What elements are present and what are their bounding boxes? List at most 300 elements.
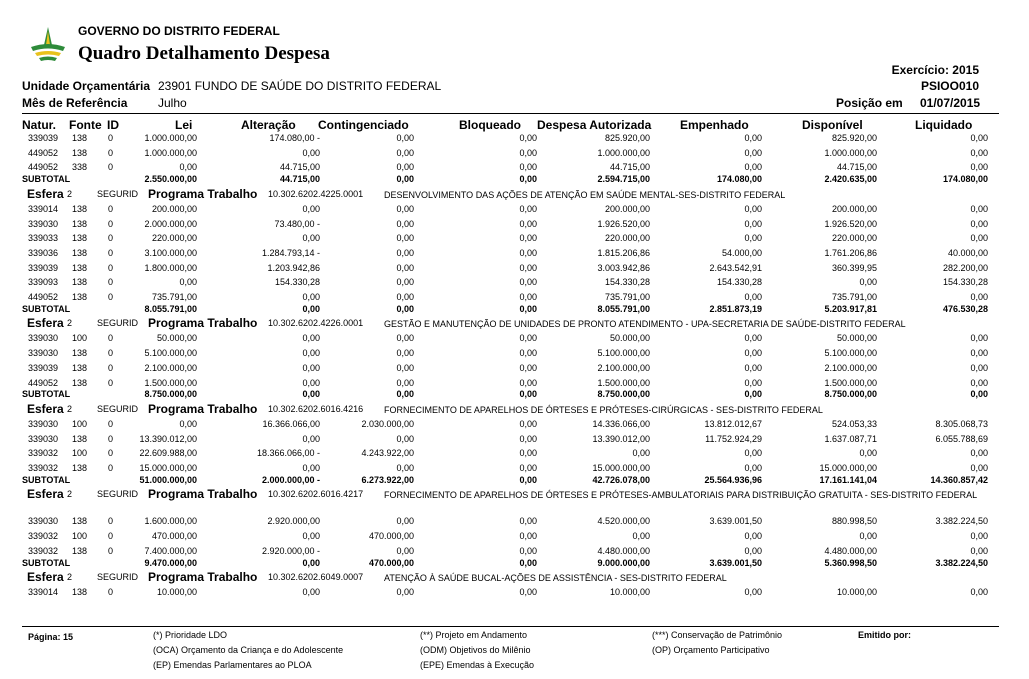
cell-natur: 339032 xyxy=(28,545,59,556)
cell-liquidado: 0,00 xyxy=(970,233,988,244)
cell-fonte: 138 xyxy=(72,147,88,158)
cell-fonte: 138 xyxy=(72,262,88,273)
col-disponivel: Disponível xyxy=(802,118,863,132)
cell-contingenciado: 0,00 xyxy=(396,277,414,288)
cell-liquidado: 8.305.068,73 xyxy=(935,418,988,429)
cell-liquidado: 0,00 xyxy=(970,147,988,158)
cell-liquidado: 174.080,00 xyxy=(942,174,988,185)
table-row xyxy=(0,263,1029,277)
cell-liquidado: 0,00 xyxy=(970,463,988,473)
cell-lei: 0,00 xyxy=(179,277,197,288)
cell-lei: 200.000,00 xyxy=(151,203,197,214)
cell-bloqueado: 0,00 xyxy=(519,218,537,229)
cell-lei: 0,00 xyxy=(179,162,197,173)
cell-alteracao: 2.920.000,00 - xyxy=(261,545,320,556)
cell-disponivel: 4.480.000,00 xyxy=(824,545,877,556)
cell-lei: 15.000.000,00 xyxy=(139,463,197,473)
col-liquidado: Liquidado xyxy=(915,118,973,132)
cell-despesa: 9.000.000,00 xyxy=(597,557,650,568)
cell-lei: 13.390.012,00 xyxy=(139,433,197,444)
cell-despesa: 0,00 xyxy=(632,448,650,459)
cell-despesa: 3.003.942,86 xyxy=(597,262,650,273)
cell-alteracao: 0,00 xyxy=(302,531,320,542)
cell-despesa: 15.000.000,00 xyxy=(592,463,650,473)
cell-empenhado: 0,00 xyxy=(744,362,762,373)
cell-lei: 7.400.000,00 xyxy=(144,545,197,556)
table-row xyxy=(0,133,1029,147)
cell-fonte: 138 xyxy=(72,433,88,444)
cell-liquidado: 0,00 xyxy=(970,448,988,459)
cell-fonte: 138 xyxy=(72,218,88,229)
table-row xyxy=(0,233,1029,247)
table-row xyxy=(0,531,1029,545)
cell-empenhado: 0,00 xyxy=(744,147,762,158)
table-row xyxy=(0,277,1029,291)
cell-contingenciado: 0,00 xyxy=(396,247,414,258)
cell-fonte: 138 xyxy=(72,362,88,373)
posicao-value: 01/07/2015 xyxy=(920,96,981,110)
cell-liquidado: 0,00 xyxy=(970,377,988,388)
cell-id: 0 xyxy=(108,531,114,542)
cell-lei: 9.470.000,00 xyxy=(144,557,197,568)
cell-empenhado: 2.851.873,19 xyxy=(709,303,762,314)
cell-natur: 339036 xyxy=(28,247,59,258)
cell-id: 0 xyxy=(108,516,114,527)
cell-alteracao: 1.284.793,14 - xyxy=(261,247,320,258)
report-title: Quadro Detalhamento Despesa xyxy=(78,43,330,64)
cell-contingenciado: 0,00 xyxy=(396,292,414,302)
legend-item: (OP) Orçamento Participativo xyxy=(652,645,770,655)
programa-code: 10.302.6202.4226.0001 xyxy=(268,318,364,329)
cell-disponivel: 1.637.087,71 xyxy=(824,433,877,444)
cell-contingenciado: 0,00 xyxy=(396,463,414,473)
cell-id: 0 xyxy=(108,362,114,373)
cell-alteracao: 0,00 xyxy=(302,348,320,359)
table-row xyxy=(0,434,1029,448)
cell-alteracao: 174.080,00 - xyxy=(269,133,320,143)
cell-disponivel: 44.715,00 xyxy=(836,162,877,173)
cell-liquidado: 0,00 xyxy=(970,162,988,173)
cell-contingenciado: 0,00 xyxy=(396,587,414,598)
cell-contingenciado: 0,00 xyxy=(396,162,414,173)
cell-lei: 50.000,00 xyxy=(156,333,197,344)
cell-liquidado: 0,00 xyxy=(970,348,988,359)
cell-despesa: 735.791,00 xyxy=(604,292,650,302)
cell-liquidado: 40.000,00 xyxy=(947,247,988,258)
cell-bloqueado: 0,00 xyxy=(519,203,537,214)
cell-natur: SUBTOTAL xyxy=(22,474,71,485)
cell-natur: 339033 xyxy=(28,233,59,244)
cell-fonte: 138 xyxy=(72,292,88,302)
cell-fonte: 138 xyxy=(72,377,88,388)
cell-id: 0 xyxy=(108,377,114,388)
cell-natur: SUBTOTAL xyxy=(22,174,71,185)
esfera-number: 2 xyxy=(67,318,73,329)
cell-empenhado: 0,00 xyxy=(744,203,762,214)
table-row xyxy=(0,516,1029,530)
cell-despesa: 50.000,00 xyxy=(609,333,650,344)
cell-liquidado: 6.055.788,69 xyxy=(935,433,988,444)
cell-alteracao: 0,00 xyxy=(302,587,320,598)
cell-despesa: 42.726.078,00 xyxy=(592,474,650,485)
cell-empenhado: 0,00 xyxy=(744,292,762,302)
esfera-number: 2 xyxy=(67,572,73,583)
legend-item: (***) Conservação de Patrimônio xyxy=(652,630,783,640)
cell-id: 0 xyxy=(108,218,114,229)
esfera-label: Esfera xyxy=(27,401,64,416)
legend-item: (**) Projeto em Andamento xyxy=(420,630,528,640)
cell-despesa: 1.815.206,86 xyxy=(597,247,650,258)
cell-liquidado: 0,00 xyxy=(970,218,988,229)
cell-disponivel: 15.000.000,00 xyxy=(819,463,877,473)
cell-liquidado: 476.530,28 xyxy=(942,303,988,314)
cell-id: 0 xyxy=(108,333,114,344)
cell-id: 0 xyxy=(108,162,114,173)
cell-natur: 339032 xyxy=(28,463,59,473)
cell-natur: 339030 xyxy=(28,218,59,229)
programa-description: DESENVOLVIMENTO DAS AÇÕES DE ATENÇÃO EM SAÚDE MENTAL-SES-DISTRITO FEDERAL xyxy=(384,189,786,200)
cell-natur: 339014 xyxy=(28,587,59,598)
cell-contingenciado: 0,00 xyxy=(396,389,414,400)
cell-bloqueado: 0,00 xyxy=(519,448,537,459)
cell-bloqueado: 0,00 xyxy=(519,389,537,400)
cell-contingenciado: 0,00 xyxy=(396,133,414,143)
cell-alteracao: 0,00 xyxy=(302,333,320,344)
cell-despesa: 10.000,00 xyxy=(609,587,650,598)
unidade-value: 23901 FUNDO DE SAÚDE DO DISTRITO FEDERAL xyxy=(158,79,442,93)
report-code: PSIOO010 xyxy=(920,79,979,93)
cell-disponivel: 5.203.917,81 xyxy=(824,303,877,314)
cell-bloqueado: 0,00 xyxy=(519,162,537,173)
cell-alteracao: 0,00 xyxy=(302,377,320,388)
cell-fonte: 138 xyxy=(72,463,88,473)
page-number: Página: 15 xyxy=(28,632,74,642)
cell-liquidado: 0,00 xyxy=(970,203,988,214)
cell-bloqueado: 0,00 xyxy=(519,174,537,185)
cell-despesa: 8.055.791,00 xyxy=(597,303,650,314)
table-row xyxy=(0,148,1029,162)
cell-contingenciado: 0,00 xyxy=(396,262,414,273)
cell-despesa: 1.500.000,00 xyxy=(597,377,650,388)
cell-alteracao: 2.000.000,00 - xyxy=(261,474,320,485)
cell-empenhado: 0,00 xyxy=(744,162,762,173)
cell-bloqueado: 0,00 xyxy=(519,474,537,485)
cell-disponivel: 360.399,95 xyxy=(831,262,877,273)
emitido-label: Emitido por: xyxy=(858,630,911,640)
cell-contingenciado: 0,00 xyxy=(396,348,414,359)
cell-fonte: 100 xyxy=(72,418,88,429)
cell-alteracao: 0,00 xyxy=(302,389,320,400)
cell-natur: SUBTOTAL xyxy=(22,389,71,400)
cell-disponivel: 0,00 xyxy=(859,448,877,459)
programa-label: Programa Trabalho xyxy=(148,186,258,201)
table-row xyxy=(0,348,1029,362)
cell-fonte: 138 xyxy=(72,233,88,244)
cell-disponivel: 5.100.000,00 xyxy=(824,348,877,359)
cell-natur: 339014 xyxy=(28,203,59,214)
cell-despesa: 13.390.012,00 xyxy=(592,433,650,444)
table-row xyxy=(0,587,1029,601)
cell-natur: 339039 xyxy=(28,362,59,373)
cell-lei: 2.000.000,00 xyxy=(144,218,197,229)
table-row xyxy=(0,219,1029,233)
programa-label: Programa Trabalho xyxy=(148,401,258,416)
cell-alteracao: 18.366.066,00 - xyxy=(256,448,320,459)
cell-disponivel: 50.000,00 xyxy=(836,333,877,344)
programa-label: Programa Trabalho xyxy=(148,316,258,331)
table-row xyxy=(0,333,1029,347)
cell-lei: 3.100.000,00 xyxy=(144,247,197,258)
cell-disponivel: 8.750.000,00 xyxy=(824,389,877,400)
cell-fonte: 138 xyxy=(72,247,88,258)
legend-item: (OCA) Orçamento da Criança e do Adolescente xyxy=(153,645,344,655)
unidade-label: Unidade Orçamentária xyxy=(22,79,151,93)
esfera-segment: SEGURID xyxy=(97,188,139,199)
esfera-segment: SEGURID xyxy=(97,572,139,583)
cell-contingenciado: 2.030.000,00 xyxy=(361,418,414,429)
cell-lei: 1.500.000,00 xyxy=(144,377,197,388)
col-id: ID xyxy=(107,118,119,132)
cell-fonte: 138 xyxy=(72,545,88,556)
cell-id: 0 xyxy=(108,262,114,273)
cell-lei: 220.000,00 xyxy=(151,233,197,244)
cell-disponivel: 10.000,00 xyxy=(836,587,877,598)
cell-empenhado: 13.812.012,67 xyxy=(704,418,762,429)
legend-item: (EPE) Emendas à Execução xyxy=(420,660,535,670)
cell-natur: 339032 xyxy=(28,448,59,459)
cell-alteracao: 0,00 xyxy=(302,203,320,214)
cell-bloqueado: 0,00 xyxy=(519,516,537,527)
col-lei: Lei xyxy=(175,118,193,132)
table-row xyxy=(0,248,1029,262)
mes-value: Julho xyxy=(158,96,187,110)
programa-description: GESTÃO E MANUTENÇÃO DE UNIDADES DE PRONTO ATENDIMENTO - UPA-SECRETARIA DE SAÚDE-DISTRITO FEDERAL xyxy=(384,319,906,330)
cell-alteracao: 0,00 xyxy=(302,433,320,444)
cell-contingenciado: 0,00 xyxy=(396,362,414,373)
cell-contingenciado: 0,00 xyxy=(396,377,414,388)
mes-label: Mês de Referência xyxy=(22,96,128,110)
cell-fonte: 138 xyxy=(72,348,88,359)
cell-disponivel: 0,00 xyxy=(859,277,877,288)
cell-disponivel: 5.360.998,50 xyxy=(824,557,877,568)
cell-alteracao: 16.366.066,00 xyxy=(262,418,320,429)
cell-contingenciado: 470.000,00 xyxy=(368,531,414,542)
cell-disponivel: 2.100.000,00 xyxy=(824,362,877,373)
cell-natur: 339039 xyxy=(28,133,59,143)
cell-fonte: 100 xyxy=(72,531,88,542)
cell-alteracao: 0,00 xyxy=(302,557,320,568)
cell-alteracao: 0,00 xyxy=(302,463,320,473)
cell-natur: 449052 xyxy=(28,292,59,302)
cell-id: 0 xyxy=(108,233,114,244)
cell-empenhado: 25.564.936,96 xyxy=(704,474,762,485)
esfera-segment: SEGURID xyxy=(97,318,139,329)
cell-empenhado: 0,00 xyxy=(744,333,762,344)
cell-despesa: 2.100.000,00 xyxy=(597,362,650,373)
cell-lei: 10.000,00 xyxy=(156,587,197,598)
cell-id: 0 xyxy=(108,463,114,473)
cell-empenhado: 0,00 xyxy=(744,448,762,459)
esfera-number: 2 xyxy=(67,403,73,414)
cell-lei: 1.000.000,00 xyxy=(144,133,197,143)
cell-contingenciado: 0,00 xyxy=(396,174,414,185)
cell-disponivel: 0,00 xyxy=(859,531,877,542)
cell-bloqueado: 0,00 xyxy=(519,377,537,388)
cell-bloqueado: 0,00 xyxy=(519,418,537,429)
cell-contingenciado: 0,00 xyxy=(396,333,414,344)
esfera-label: Esfera xyxy=(27,487,64,502)
cell-fonte: 138 xyxy=(72,587,88,598)
cell-bloqueado: 0,00 xyxy=(519,463,537,473)
cell-empenhado: 0,00 xyxy=(744,377,762,388)
cell-empenhado: 154.330,28 xyxy=(716,277,762,288)
col-contingenciado: Contingenciado xyxy=(318,118,409,132)
cell-bloqueado: 0,00 xyxy=(519,233,537,244)
table-row xyxy=(0,448,1029,462)
cell-alteracao: 0,00 xyxy=(302,303,320,314)
cell-despesa: 8.750.000,00 xyxy=(597,389,650,400)
programa-code: 10.302.6202.4225.0001 xyxy=(268,188,364,199)
cell-despesa: 14.336.066,00 xyxy=(592,418,650,429)
cell-despesa: 1.926.520,00 xyxy=(597,218,650,229)
cell-disponivel: 220.000,00 xyxy=(831,233,877,244)
cell-natur: 339039 xyxy=(28,262,59,273)
esfera-segment: SEGURID xyxy=(97,403,139,414)
cell-despesa: 154.330,28 xyxy=(604,277,650,288)
cell-lei: 5.100.000,00 xyxy=(144,348,197,359)
cell-id: 0 xyxy=(108,348,114,359)
cell-fonte: 338 xyxy=(72,162,88,173)
cell-empenhado: 0,00 xyxy=(744,545,762,556)
legend-item: (EP) Emendas Parlamentares ao PLOA xyxy=(153,660,312,670)
programa-description: FORNECIMENTO DE APARELHOS DE ÓRTESES E PRÓTESES-AMBULATORIAIS PARA DISTRIBUIÇÃO GRATUITA - SES-DISTRITO FEDERAL xyxy=(384,490,978,501)
cell-id: 0 xyxy=(108,277,114,288)
cell-alteracao: 44.715,00 xyxy=(279,174,320,185)
cell-natur: 449052 xyxy=(28,162,59,173)
esfera-number: 2 xyxy=(67,188,73,199)
col-despesa: Despesa Autorizada xyxy=(537,118,652,132)
cell-despesa: 200.000,00 xyxy=(604,203,650,214)
cell-liquidado: 3.382.224,50 xyxy=(935,516,988,527)
cell-disponivel: 735.791,00 xyxy=(831,292,877,302)
cell-liquidado: 282.200,00 xyxy=(942,262,988,273)
cell-bloqueado: 0,00 xyxy=(519,557,537,568)
cell-empenhado: 54.000,00 xyxy=(721,247,762,258)
cell-despesa: 44.715,00 xyxy=(609,162,650,173)
esfera-number: 2 xyxy=(67,489,73,500)
cell-fonte: 100 xyxy=(72,448,88,459)
cell-contingenciado: 0,00 xyxy=(396,303,414,314)
programa-description: FORNECIMENTO DE APARELHOS DE ÓRTESES E PRÓTESES-CIRÚRGICAS - SES-DISTRITO FEDERAL xyxy=(384,404,823,415)
cell-bloqueado: 0,00 xyxy=(519,545,537,556)
cell-id: 0 xyxy=(108,418,114,429)
cell-contingenciado: 0,00 xyxy=(396,545,414,556)
cell-liquidado: 0,00 xyxy=(970,133,988,143)
cell-bloqueado: 0,00 xyxy=(519,262,537,273)
cell-despesa: 825.920,00 xyxy=(604,133,650,143)
cell-alteracao: 1.203.942,86 xyxy=(267,262,320,273)
cell-bloqueado: 0,00 xyxy=(519,133,537,143)
cell-natur: 449052 xyxy=(28,377,59,388)
cell-id: 0 xyxy=(108,433,114,444)
esfera-label: Esfera xyxy=(27,316,64,331)
cell-fonte: 100 xyxy=(72,333,88,344)
cell-liquidado: 154.330,28 xyxy=(942,277,988,288)
cell-liquidado: 0,00 xyxy=(970,333,988,344)
col-alteracao: Alteração xyxy=(241,118,296,132)
cell-contingenciado: 0,00 xyxy=(396,203,414,214)
cell-empenhado: 0,00 xyxy=(744,233,762,244)
table-row xyxy=(0,204,1029,218)
cell-empenhado: 11.752.924,29 xyxy=(705,433,762,444)
legend-item: (*) Prioridade LDO xyxy=(153,630,228,640)
cell-liquidado: 14.360.857,42 xyxy=(930,474,988,485)
cell-lei: 8.055.791,00 xyxy=(144,303,197,314)
cell-alteracao: 0,00 xyxy=(302,233,320,244)
cell-alteracao: 2.920.000,00 xyxy=(267,516,320,527)
cell-lei: 51.000.000,00 xyxy=(139,474,197,485)
cell-id: 0 xyxy=(108,292,114,302)
cell-bloqueado: 0,00 xyxy=(519,348,537,359)
cell-natur: 449052 xyxy=(28,147,59,158)
cell-contingenciado: 0,00 xyxy=(396,218,414,229)
cell-liquidado: 0,00 xyxy=(970,292,988,302)
cell-bloqueado: 0,00 xyxy=(519,147,537,158)
cell-fonte: 138 xyxy=(72,277,88,288)
programa-label: Programa Trabalho xyxy=(148,487,258,502)
cell-alteracao: 0,00 xyxy=(302,292,320,302)
cell-contingenciado: 0,00 xyxy=(396,433,414,444)
cell-empenhado: 0,00 xyxy=(744,218,762,229)
esfera-label: Esfera xyxy=(27,186,64,201)
cell-fonte: 138 xyxy=(72,133,88,143)
cell-bloqueado: 0,00 xyxy=(519,277,537,288)
cell-lei: 8.750.000,00 xyxy=(144,389,197,400)
cell-despesa: 0,00 xyxy=(632,531,650,542)
cell-bloqueado: 0,00 xyxy=(519,531,537,542)
cell-disponivel: 2.420.635,00 xyxy=(824,174,877,185)
cell-disponivel: 1.000.000,00 xyxy=(824,147,877,158)
cell-liquidado: 0,00 xyxy=(970,389,988,400)
cell-natur: 339030 xyxy=(28,348,59,359)
cell-contingenciado: 470.000,00 xyxy=(368,557,414,568)
col-empenhado: Empenhado xyxy=(680,118,749,132)
cell-bloqueado: 0,00 xyxy=(519,303,537,314)
cell-fonte: 138 xyxy=(72,516,88,527)
programa-label: Programa Trabalho xyxy=(148,570,258,585)
cell-bloqueado: 0,00 xyxy=(519,362,537,373)
cell-disponivel: 1.926.520,00 xyxy=(824,218,877,229)
cell-lei: 1.600.000,00 xyxy=(144,516,197,527)
cell-natur: 339032 xyxy=(28,531,59,542)
cell-empenhado: 0,00 xyxy=(744,587,762,598)
cell-liquidado: 0,00 xyxy=(970,545,988,556)
table-row xyxy=(0,419,1029,433)
cell-empenhado: 3.639.001,50 xyxy=(709,516,762,527)
col-bloqueado: Bloqueado xyxy=(459,118,521,132)
cell-liquidado: 3.382.224,50 xyxy=(935,557,988,568)
cell-empenhado: 0,00 xyxy=(744,389,762,400)
cell-disponivel: 524.053,33 xyxy=(831,418,877,429)
cell-lei: 0,00 xyxy=(179,418,197,429)
cell-id: 0 xyxy=(108,448,114,459)
cell-empenhado: 3.639.001,50 xyxy=(709,557,762,568)
cell-empenhado: 174.080,00 xyxy=(716,174,762,185)
cell-natur: 339030 xyxy=(28,333,59,344)
cell-lei: 1.000.000,00 xyxy=(144,147,197,158)
legend-item: (ODM) Objetivos do Milênio xyxy=(420,645,531,655)
posicao-label: Posição em xyxy=(836,96,903,110)
